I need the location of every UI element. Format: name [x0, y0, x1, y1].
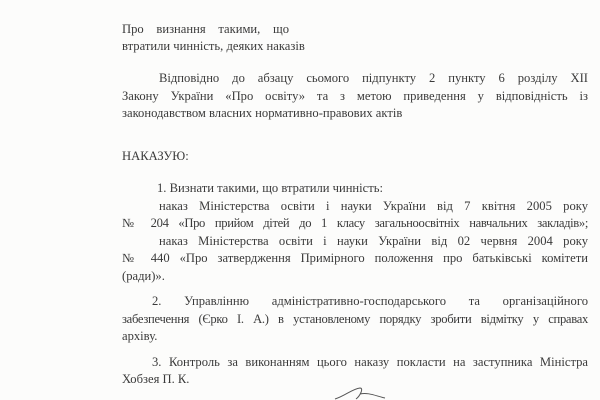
order-word: НАКАЗУЮ: [122, 149, 189, 163]
item-3-line-1: 3. Контроль за виконанням цього наказу покласти на заступника Міністра [152, 355, 588, 369]
item-1-line-6: (ради)». [122, 269, 165, 283]
item-3-line-2: Хобзея П. К. [122, 372, 190, 386]
item-2-line-3: архіву. [122, 329, 158, 343]
item-1-line-1: 1. Визнати такими, що втратили чинність: [157, 181, 384, 195]
item-2-line-1: 2. Управлінню адміністративно-господарського та організаційного [152, 294, 588, 308]
title-line-1: Про визнання такими, що [122, 22, 289, 36]
preamble-line-2: Закону України «Про освіту» та з метою приведення у відповідність із [122, 89, 588, 103]
item-1-line-2: наказ Міністерства освіти і науки України від 7 квітня 2005 року [159, 199, 588, 213]
signature-mark [330, 386, 390, 400]
item-1-line-5: № 440 «Про затвердження Примірного положення про батьківські комітети [122, 251, 588, 265]
preamble-line-1: Відповідно до абзацу сьомого підпункту 2 пункту 6 розділу XII [159, 71, 588, 85]
preamble-line-3: законодавством власних нормативно-правових актів [122, 106, 403, 120]
item-1-line-3: № 204 «Про прийом дітей до 1 класу загальноосвітніх навчальних закладів»; [122, 216, 588, 230]
item-1-line-4: наказ Міністерства освіти і науки України від 02 червня 2004 року [159, 234, 588, 248]
item-2-line-2: забезпечення (Єрко І. А.) в установленому порядку зробити відмітку у справах [122, 312, 588, 326]
title-line-2: втратили чинність, деяких наказів [122, 39, 305, 53]
